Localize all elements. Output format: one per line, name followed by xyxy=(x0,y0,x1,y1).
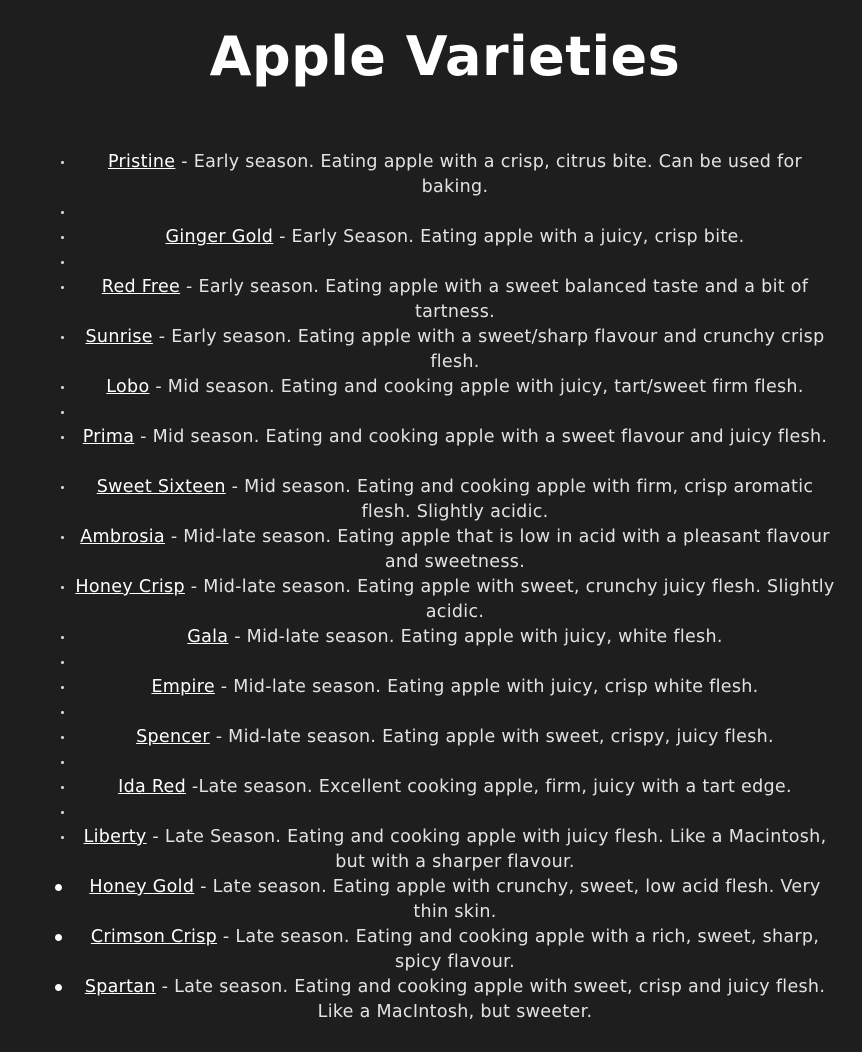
variety-text xyxy=(72,675,838,700)
bullet-icon xyxy=(61,411,64,414)
variety-link[interactable]: Honey Crisp xyxy=(75,577,185,597)
list-item xyxy=(0,675,862,700)
bullet-icon xyxy=(61,761,64,764)
bullet-icon xyxy=(61,486,64,489)
list-item xyxy=(0,225,862,250)
variety-link[interactable]: Pristine xyxy=(107,152,176,172)
empty-list-item xyxy=(0,650,862,675)
variety-link[interactable]: Crimson Crisp xyxy=(90,927,218,947)
variety-description: - Early season. Eating apple with a sweet/sharp flavour and crunchy crisp flesh. xyxy=(152,327,825,372)
variety-description: - Mid-late season. Eating apple with juicy, white flesh. xyxy=(228,627,723,647)
variety-description: - Mid season. Eating and cooking apple with a sweet flavour and juicy flesh. xyxy=(134,427,828,447)
bullet-icon xyxy=(61,636,64,639)
variety-text xyxy=(72,625,838,650)
bullet-icon xyxy=(61,811,64,814)
variety-text xyxy=(72,575,838,625)
bullet-icon xyxy=(61,711,64,714)
list-item xyxy=(0,575,862,625)
bullet-icon xyxy=(61,686,64,689)
bullet-icon xyxy=(61,586,64,589)
bullet-icon xyxy=(61,786,64,789)
bullet-icon xyxy=(61,436,64,439)
bullet-icon xyxy=(61,161,64,164)
variety-text xyxy=(72,525,838,575)
variety-description: - Late season. Eating and cooking apple with a rich, sweet, sharp, spicy flavour. xyxy=(217,927,820,972)
variety-text xyxy=(72,825,838,875)
variety-text xyxy=(72,425,838,450)
variety-link[interactable]: Sweet Sixteen xyxy=(96,477,226,497)
variety-link[interactable]: Liberty xyxy=(83,827,147,847)
variety-link[interactable]: Red Free xyxy=(101,277,181,297)
empty-list-item xyxy=(0,800,862,825)
list-item xyxy=(0,825,862,875)
variety-description: - Early Season. Eating apple with a juicy, crisp bite. xyxy=(273,227,745,247)
empty-list-item xyxy=(0,250,862,275)
list-item xyxy=(0,475,862,525)
variety-text xyxy=(72,925,838,975)
list-item xyxy=(0,275,862,325)
variety-description: - Early season. Eating apple with a sweet balanced taste and a bit of tartness. xyxy=(180,277,809,322)
variety-description: - Late season. Eating and cooking apple with sweet, crisp and juicy flesh. Like a MacIntosh, but sweeter. xyxy=(155,977,826,1022)
variety-link[interactable]: Empire xyxy=(151,677,215,697)
variety-description: - Late Season. Eating and cooking apple with juicy flesh. Like a Macintosh, but with a sharper flavour. xyxy=(146,827,827,872)
variety-link[interactable]: Ginger Gold xyxy=(165,227,274,247)
variety-description: - Mid-late season. Eating apple with juicy, crisp white flesh. xyxy=(214,677,759,697)
list-item xyxy=(0,425,862,475)
bullet-icon xyxy=(61,336,64,339)
list-item xyxy=(0,725,862,750)
bullet-icon xyxy=(61,836,64,839)
variety-text xyxy=(72,975,838,1025)
variety-description: - Mid-late season. Eating apple with sweet, crunchy juicy flesh. Slightly acidic. xyxy=(184,577,835,622)
variety-text xyxy=(72,725,838,750)
bullet-icon xyxy=(61,386,64,389)
variety-description: - Mid season. Eating and cooking apple with firm, crisp aromatic flesh. Slightly acidic. xyxy=(225,477,814,522)
bullet-icon xyxy=(61,736,64,739)
variety-description: - Mid-late season. Eating apple with sweet, crispy, juicy flesh. xyxy=(209,727,774,747)
list-item xyxy=(0,150,862,200)
page-title: Apple Varieties xyxy=(209,25,681,88)
variety-list xyxy=(0,150,862,1025)
list-item xyxy=(0,375,862,400)
empty-list-item xyxy=(0,700,862,725)
list-item xyxy=(0,625,862,650)
empty-list-item xyxy=(0,750,862,775)
list-item xyxy=(0,525,862,575)
list-item xyxy=(0,975,862,1025)
variety-text xyxy=(72,150,838,200)
variety-link[interactable]: Lobo xyxy=(106,377,150,397)
variety-text xyxy=(72,475,838,525)
bullet-icon xyxy=(61,536,64,539)
variety-description: - Mid-late season. Eating apple that is low in acid with a pleasant flavour and sweetness. xyxy=(164,527,830,572)
bullet-icon xyxy=(55,884,62,891)
bullet-icon xyxy=(61,261,64,264)
list-item xyxy=(0,775,862,800)
variety-link[interactable]: Prima xyxy=(82,427,135,447)
bullet-icon xyxy=(61,286,64,289)
variety-text xyxy=(72,375,838,400)
variety-link[interactable]: Spencer xyxy=(136,727,210,747)
variety-link[interactable]: Ida Red xyxy=(118,777,187,797)
variety-description: - Mid season. Eating and cooking apple with juicy, tart/sweet firm flesh. xyxy=(149,377,804,397)
bullet-icon xyxy=(55,934,62,941)
variety-text xyxy=(72,275,838,325)
variety-description: -Late season. Excellent cooking apple, firm, juicy with a tart edge. xyxy=(186,777,792,797)
variety-description: - Late season. Eating apple with crunchy, sweet, low acid flesh. Very thin skin. xyxy=(194,877,821,922)
variety-text xyxy=(72,225,838,250)
variety-link[interactable]: Gala xyxy=(187,627,229,647)
variety-link[interactable]: Sunrise xyxy=(85,327,153,347)
list-item xyxy=(0,925,862,975)
bullet-icon xyxy=(61,661,64,664)
bullet-icon xyxy=(61,236,64,239)
variety-text xyxy=(72,875,838,925)
variety-link[interactable]: Honey Gold xyxy=(89,877,195,897)
empty-list-item xyxy=(0,400,862,425)
variety-text xyxy=(72,775,838,800)
list-item xyxy=(0,325,862,375)
list-item xyxy=(0,875,862,925)
bullet-icon xyxy=(55,984,62,991)
empty-list-item xyxy=(0,200,862,225)
variety-text xyxy=(72,325,838,375)
variety-link[interactable]: Spartan xyxy=(84,977,156,997)
variety-link[interactable]: Ambrosia xyxy=(80,527,165,547)
bullet-icon xyxy=(61,211,64,214)
variety-description: - Early season. Eating apple with a crisp, citrus bite. Can be used for baking. xyxy=(175,152,803,197)
